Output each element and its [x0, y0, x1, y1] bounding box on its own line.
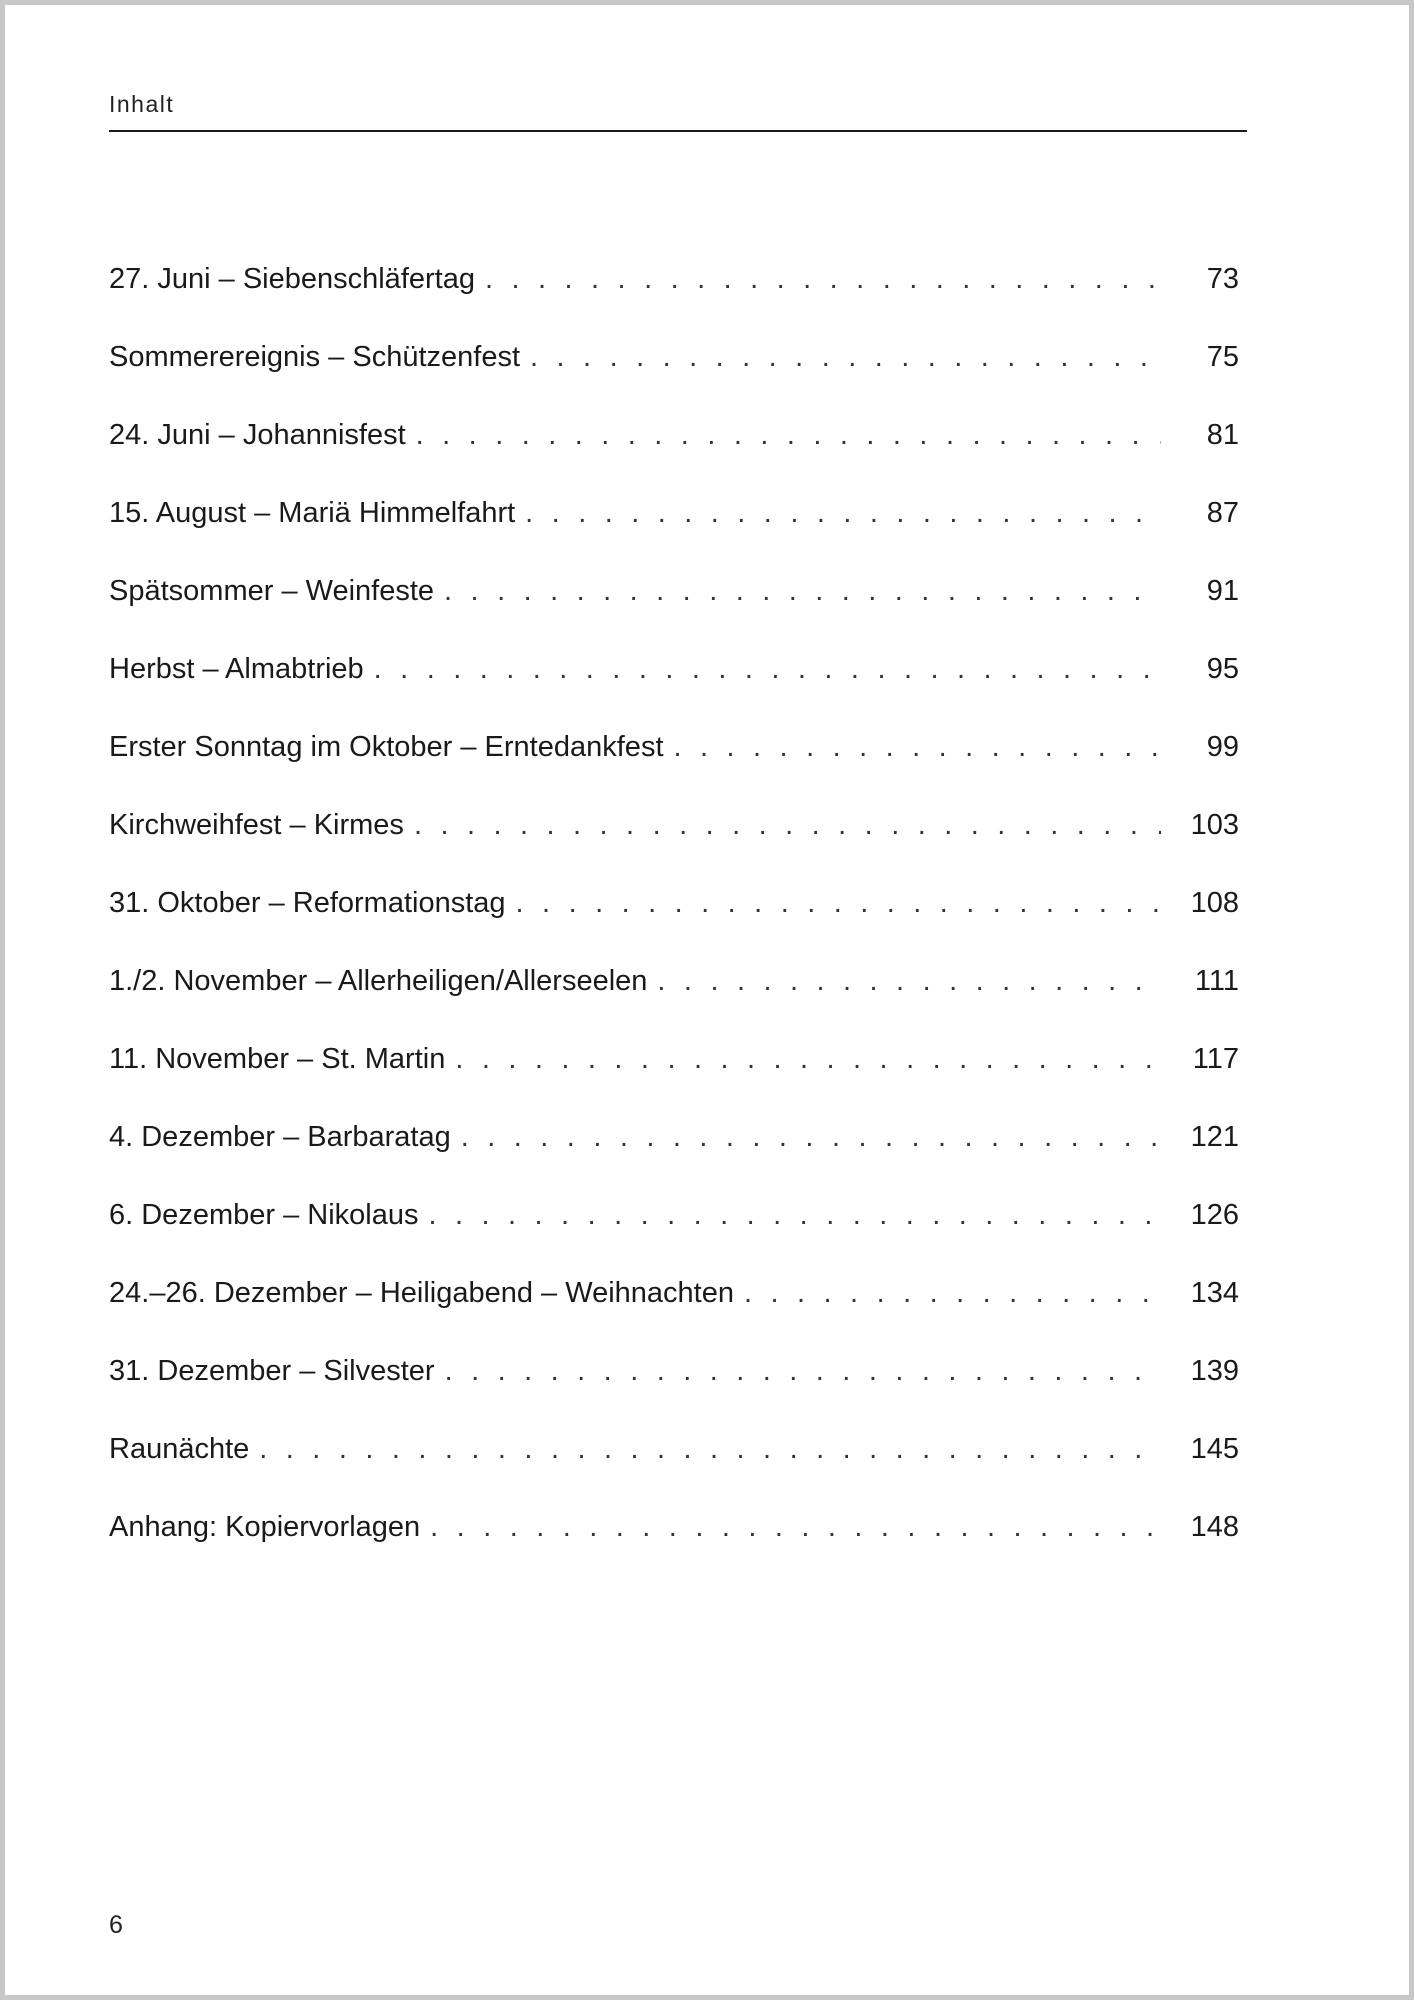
- toc-entry-title: Kirchweihfest – Kirmes: [109, 809, 404, 841]
- dot-leader: [516, 879, 1161, 927]
- dot-leader: [444, 567, 1161, 615]
- toc-entry-title: Anhang: Kopiervorlagen: [109, 1511, 421, 1543]
- toc-entry: [109, 1035, 1239, 1113]
- toc-entry-title: 1./2. November – Allerheiligen/Allerseelen: [109, 965, 648, 997]
- dot-leader: [430, 1503, 1161, 1551]
- toc-entry: [109, 879, 1239, 957]
- toc-entry: [109, 333, 1239, 411]
- toc-entry: [109, 255, 1239, 333]
- dot-leader: [259, 1425, 1161, 1473]
- toc-entry-title: 24. Juni – Johannisfest: [109, 419, 406, 451]
- toc-entry-title: Spätsommer – Weinfeste: [109, 575, 435, 607]
- toc-entry-page: 108: [1190, 887, 1239, 919]
- dot-leader: [428, 1191, 1161, 1239]
- toc-entry-page: 139: [1190, 1355, 1239, 1387]
- dot-leader: [445, 1347, 1161, 1395]
- toc-entry-page: 99: [1206, 731, 1239, 763]
- header-rule: [109, 130, 1247, 132]
- toc-entry: [109, 1503, 1239, 1581]
- toc-entry: [109, 1269, 1239, 1347]
- toc-entry-title: 6. Dezember – Nikolaus: [109, 1199, 419, 1231]
- toc-entry-title: 31. Dezember – Silvester: [109, 1355, 435, 1387]
- dot-leader: [674, 723, 1162, 771]
- dot-leader: [455, 1035, 1161, 1083]
- running-head: Inhalt: [109, 91, 175, 117]
- dot-leader: [525, 489, 1161, 537]
- toc-entry-title: 4. Dezember – Barbaratag: [109, 1121, 451, 1153]
- toc-entry-page: 75: [1206, 341, 1239, 373]
- toc-entry: [109, 411, 1239, 489]
- toc-entry-page: 121: [1190, 1121, 1239, 1153]
- toc-entry: [109, 957, 1239, 1035]
- toc-entry-page: 73: [1206, 263, 1239, 295]
- toc-entry-page: 134: [1190, 1277, 1239, 1309]
- dot-leader: [744, 1269, 1161, 1317]
- toc-entry-page: 148: [1190, 1511, 1239, 1543]
- toc-entry-page: 81: [1206, 419, 1239, 451]
- toc-entry-title: Erster Sonntag im Oktober – Erntedankfest: [109, 731, 664, 763]
- toc-entry-title: Herbst – Almabtrieb: [109, 653, 364, 685]
- dot-leader: [530, 333, 1161, 381]
- table-of-contents: [109, 255, 1239, 1581]
- toc-entry-page: 117: [1192, 1043, 1239, 1075]
- dot-leader: [461, 1113, 1161, 1161]
- dot-leader: [485, 255, 1161, 303]
- dot-leader: [374, 645, 1161, 693]
- toc-entry-title: Sommerereignis – Schützenfest: [109, 341, 521, 373]
- toc-entry-title: 31. Oktober – Reformationstag: [109, 887, 506, 919]
- toc-entry: [109, 723, 1239, 801]
- toc-entry: [109, 489, 1239, 567]
- page-number: 6: [109, 1911, 123, 1939]
- dot-leader: [657, 957, 1161, 1005]
- toc-entry: [109, 1347, 1239, 1425]
- toc-entry: [109, 1191, 1239, 1269]
- toc-entry-title: Raunächte: [109, 1433, 250, 1465]
- toc-entry-title: 27. Juni – Siebenschläfertag: [109, 263, 475, 295]
- toc-entry-page: 95: [1206, 653, 1239, 685]
- toc-entry-page: 87: [1206, 497, 1239, 529]
- toc-entry: [109, 1113, 1239, 1191]
- toc-entry-page: 126: [1190, 1199, 1239, 1231]
- toc-entry-page: 111: [1194, 965, 1239, 997]
- toc-entry: [109, 645, 1239, 723]
- toc-entry-title: 24.–26. Dezember – Heiligabend – Weihnachten: [109, 1277, 734, 1309]
- toc-entry: [109, 801, 1239, 879]
- toc-entry-page: 145: [1190, 1433, 1239, 1465]
- toc-entry-page: 103: [1190, 809, 1239, 841]
- toc-entry: [109, 1425, 1239, 1503]
- toc-entry-title: 11. November – St. Martin: [109, 1043, 446, 1075]
- toc-entry-title: 15. August – Mariä Himmelfahrt: [109, 497, 516, 529]
- toc-entry-page: 91: [1206, 575, 1239, 607]
- dot-leader: [416, 411, 1161, 459]
- toc-entry: [109, 567, 1239, 645]
- dot-leader: [414, 801, 1161, 849]
